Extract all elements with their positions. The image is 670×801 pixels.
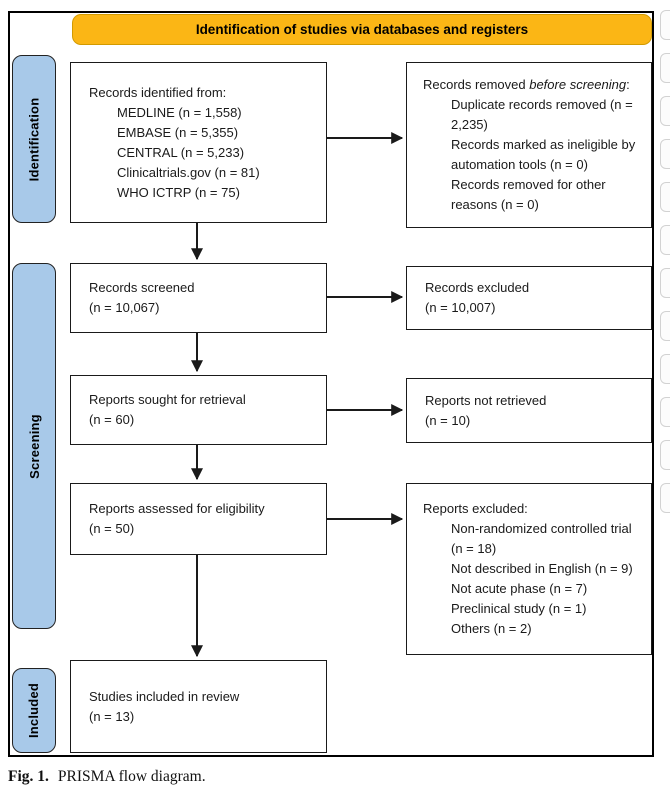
box-records-screened-line2: (n = 10,067)	[89, 300, 160, 315]
list-item: EMBASE (n = 5,355)	[117, 124, 239, 140]
figure-caption-text: PRISMA flow diagram.	[57, 768, 206, 785]
box-records-identified-title: Records identified from:	[89, 84, 227, 100]
cropped-adjacent-box	[660, 96, 670, 126]
box-records-identified	[70, 62, 327, 223]
box-reports-not-retrieved	[406, 378, 652, 443]
box-records-removed-title: Records removed before screening:	[423, 77, 630, 92]
list-item: Not acute phase (n = 7)	[451, 581, 588, 596]
stage-label-identification	[12, 55, 56, 223]
figure-caption	[8, 768, 658, 786]
box-records-excluded	[406, 266, 652, 330]
cropped-adjacent-box	[660, 483, 670, 513]
stage-label-screening-text: Screening	[26, 413, 42, 479]
stage-label-included-text: Included	[26, 682, 42, 739]
cropped-adjacent-box	[660, 182, 670, 212]
figure-caption-label: Fig. 1.	[8, 768, 49, 785]
box-reports-not-retrieved-line1: Reports not retrieved	[425, 392, 547, 408]
box-records-removed	[406, 62, 652, 228]
cropped-adjacent-box	[660, 53, 670, 83]
box-reports-excluded	[406, 483, 652, 655]
box-records-screened-line1: Records screened	[89, 280, 195, 295]
box-studies-included-line2: (n = 13)	[89, 708, 135, 724]
list-item: CENTRAL (n = 5,233)	[117, 144, 245, 160]
box-records-screened	[70, 263, 327, 333]
cropped-adjacent-box	[660, 139, 670, 169]
box-reports-not-retrieved-line2: (n = 10)	[425, 412, 471, 428]
box-studies-included	[70, 660, 327, 753]
list-item: Non-randomized controlled trial (n = 18)	[451, 521, 632, 556]
list-item: Clinicaltrials.gov (n = 81)	[117, 164, 260, 180]
list-item: Preclinical study (n = 1)	[451, 601, 587, 616]
cropped-adjacent-box	[660, 10, 670, 40]
cropped-adjacent-box	[660, 440, 670, 470]
box-reports-sought	[70, 375, 327, 445]
cropped-adjacent-box	[660, 354, 670, 384]
cropped-adjacent-box	[660, 268, 670, 298]
stage-label-identification-text: Identification	[26, 97, 42, 181]
cropped-adjacent-box	[660, 225, 670, 255]
box-reports-assessed	[70, 483, 327, 555]
box-records-excluded-line1: Records excluded	[425, 280, 530, 295]
box-reports-assessed-line1: Reports assessed for eligibility	[89, 501, 265, 516]
box-reports-sought-line2: (n = 60)	[89, 412, 135, 427]
list-item: MEDLINE (n = 1,558)	[117, 104, 242, 120]
stage-label-included	[12, 668, 56, 753]
cropped-adjacent-box	[660, 311, 670, 341]
list-item: Records marked as ineligible by automation tools (n = 0)	[451, 137, 636, 172]
cropped-adjacent-box	[660, 397, 670, 427]
list-item: Duplicate records removed (n = 2,235)	[451, 97, 633, 132]
list-item: Not described in English (n = 9)	[451, 561, 633, 576]
list-item: WHO ICTRP (n = 75)	[117, 184, 240, 200]
list-item: Others (n = 2)	[451, 621, 532, 636]
banner-title: Identification of studies via databases and registers	[72, 14, 652, 45]
box-reports-excluded-title: Reports excluded:	[423, 501, 528, 516]
box-records-excluded-line2: (n = 10,007)	[425, 300, 496, 315]
box-reports-sought-line1: Reports sought for retrieval	[89, 392, 246, 407]
stage-label-screening	[12, 263, 56, 629]
list-item: Records removed for other reasons (n = 0)	[451, 177, 606, 212]
box-reports-assessed-line2: (n = 50)	[89, 521, 135, 536]
box-studies-included-line1: Studies included in review	[89, 688, 240, 704]
